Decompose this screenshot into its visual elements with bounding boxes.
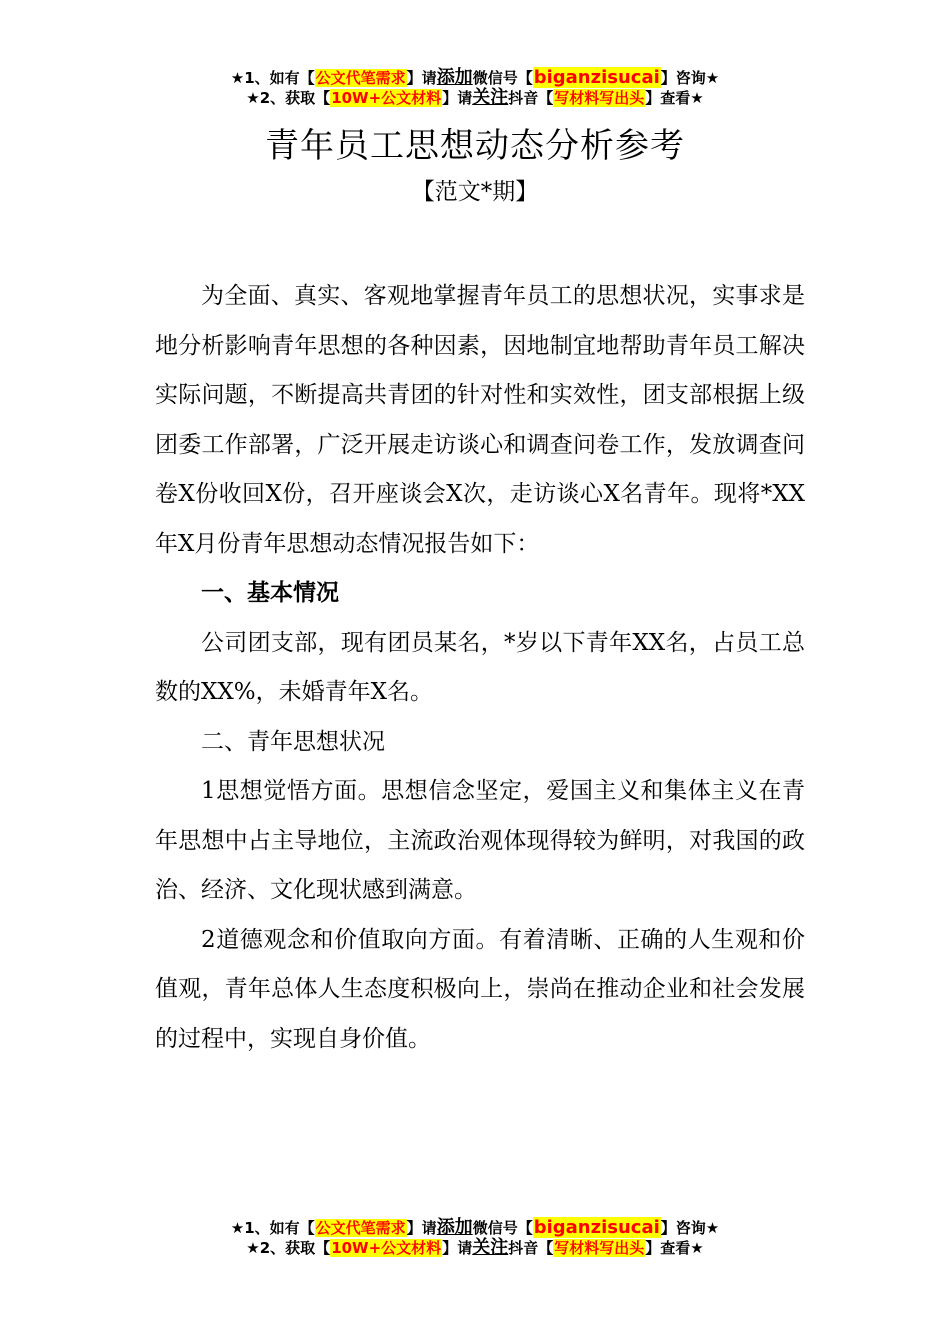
bottom-banner-line-2: [0, 1238, 950, 1258]
banner-highlight: 公文代笔需求: [315, 69, 406, 87]
bottom-banner-line-1: [0, 1218, 950, 1238]
document-title: 青年员工思想动态分析参考: [265, 126, 685, 166]
banner-emphasis: 添加: [436, 67, 473, 88]
banner-text: 】请: [442, 89, 473, 107]
top-banner-line-1: [0, 68, 950, 88]
banner-text: 】查看★: [645, 1239, 704, 1257]
banner-text: 】查看★: [645, 89, 704, 107]
banner-highlight: 10W+公文材料: [331, 89, 442, 107]
banner-highlight: 公文代笔需求: [315, 1219, 406, 1237]
banner-text: ★2、获取【: [246, 1239, 331, 1257]
item-1-paragraph: 1思想觉悟方面。思想信念坚定，爱国主义和集体主义在青年思想中占主导地位，主流政治观体现得较为鲜明，对我国的政治、经济、文化现状感到满意。: [155, 778, 805, 903]
banner-text: ★2、获取【: [246, 89, 331, 107]
banner-emphasis: 关注: [472, 87, 509, 108]
banner-emphasis: 添加: [436, 1217, 473, 1238]
banner-text: ★1、如有【: [230, 69, 315, 87]
banner-highlight: 10W+公文材料: [331, 1239, 442, 1257]
banner-text: 】请: [406, 1219, 437, 1237]
banner-text: ★1、如有【: [230, 1219, 315, 1237]
banner-text: 抖音【: [508, 89, 554, 107]
banner-text: 】咨询★: [660, 1219, 720, 1237]
document-subtitle: 【范文*期】: [411, 179, 539, 205]
douyin-highlight: 写材料写出头: [554, 89, 645, 107]
item-2-paragraph: 2道德观念和价值取向方面。有着清晰、正确的人生观和价值观，青年总体人生态度积极向上，崇尚在推动企业和社会发展的过程中，实现自身价值。: [155, 926, 805, 1052]
banner-text: 微信号【: [472, 1219, 533, 1237]
banner-text: 】咨询★: [660, 69, 720, 87]
douyin-highlight: 写材料写出头: [554, 1239, 645, 1257]
top-banner-line-2: [0, 88, 950, 108]
bottom-promo-banner: [0, 1218, 950, 1258]
banner-text: 】请: [442, 1239, 473, 1257]
banner-text: 抖音【: [508, 1239, 554, 1257]
banner-text: 微信号【: [472, 69, 533, 87]
wechat-id-highlight: biganzisucai: [533, 1217, 660, 1238]
banner-text: 】请: [406, 69, 437, 87]
wechat-id-highlight: biganzisucai: [533, 67, 660, 88]
document-body: [155, 272, 805, 1064]
section-heading-basic: 一、基本情况: [201, 580, 339, 606]
basic-info-paragraph: 公司团支部，现有团员某名，*岁以下青年XX名，占员工总数的XX%，未婚青年X名。: [155, 629, 805, 705]
intro-paragraph: 为全面、真实、客观地掌握青年员工的思想状况，实事求是地分析影响青年思想的各种因素，因地制宜地帮助青年员工解决实际问题，不断提高共青团的针对性和实效性，团支部根据上级团委工作部署，广泛开展走访谈心和调查问卷工作，发放调查问卷X份收回X份，召开座谈会X次，走访谈心X名青年。现将*XX年X月份青年思想动态情况报告如下：: [155, 283, 805, 557]
banner-emphasis: 关注: [472, 1237, 509, 1258]
top-promo-banner: [0, 68, 950, 108]
section-heading-thought: 二、青年思想状况: [201, 728, 385, 755]
